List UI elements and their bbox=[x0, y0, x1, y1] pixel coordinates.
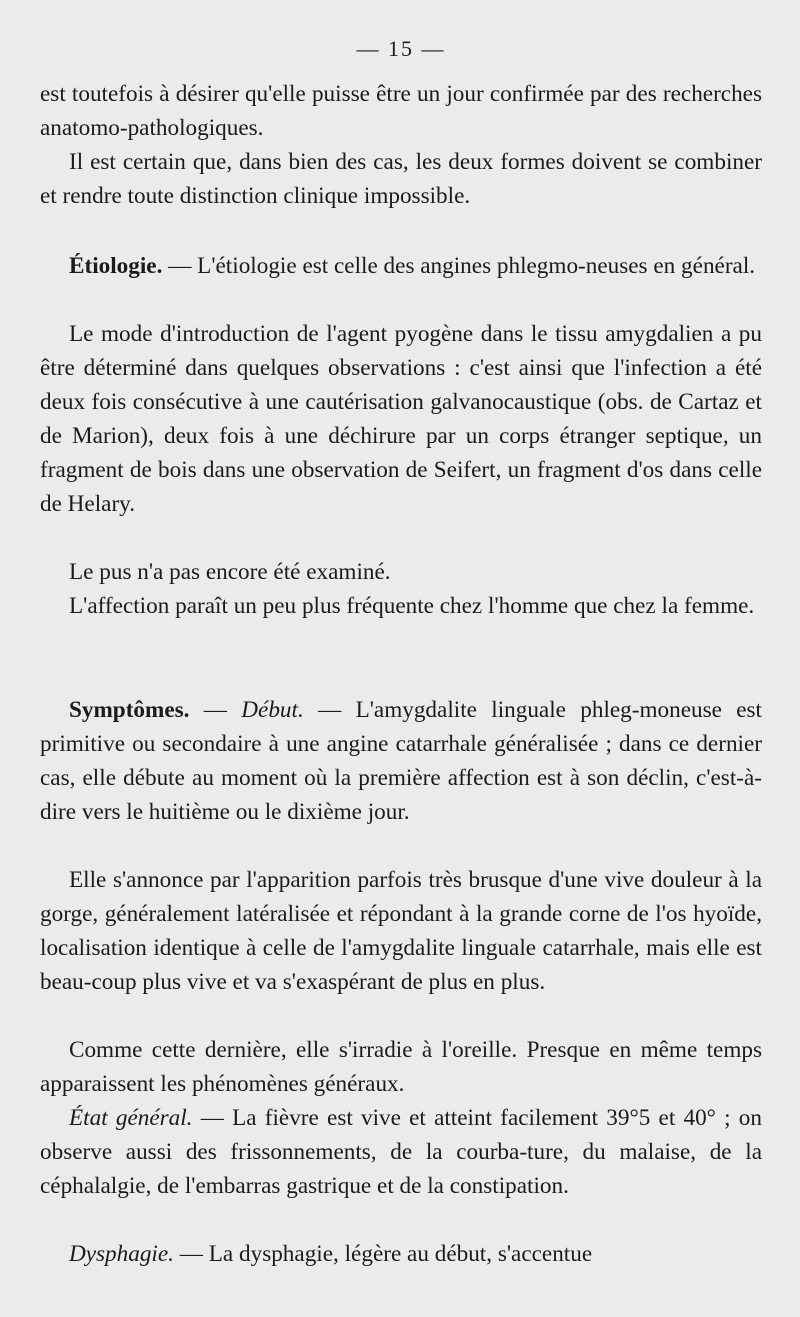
dash-separator: — bbox=[173, 1241, 209, 1267]
section-dysphagie bbox=[40, 1237, 762, 1271]
dash-separator: — bbox=[303, 697, 356, 723]
section-heading: Symptômes. bbox=[69, 697, 190, 723]
paragraph-text: Le pus n'a pas encore été examiné. bbox=[69, 559, 391, 585]
paragraph-6 bbox=[40, 589, 762, 623]
paragraph-text: Le mode d'introduction de l'agent pyogène dans le tissu amygdalien a pu être déterminé dans quelques observations : c'est ainsi que l'infection a été deux fois consécutive à une cautérisation galvanocaustique (obs. de Cartaz et de Marion), deux fois à une déchirure par un corps étranger septique, un fragment de bois dans une observation de Seifert, un fragment d'os dans celle de Helary. bbox=[40, 321, 762, 517]
paragraph-9 bbox=[40, 1033, 762, 1101]
dash-separator: — bbox=[192, 1105, 233, 1131]
page-number: — 15 — bbox=[356, 36, 446, 61]
paragraph-text: Il est certain que, dans bien des cas, les deux formes doivent se combiner et rendre toute distinction clinique impossible. bbox=[40, 149, 762, 209]
book-page bbox=[40, 0, 762, 1317]
paragraph-4 bbox=[40, 317, 762, 521]
section-symptomes bbox=[40, 693, 762, 829]
paragraph-text: L'affection paraît un peu plus fréquente chez l'homme que chez la femme. bbox=[69, 593, 755, 619]
paragraph-2 bbox=[40, 145, 762, 213]
paragraph-text: Elle s'annonce par l'apparition parfois très brusque d'une vive douleur à la gorge, généralement latéralisée et répondant à la grande corne de l'os hyoïde, localisation identique à celle de l'amygdalite linguale catarrhale, mais elle est beau-coup plus vive et va s'exaspérant de plus en plus. bbox=[40, 867, 762, 995]
paragraph-text: Comme cette dernière, elle s'irradie à l'oreille. Presque en même temps apparaissent les phénomènes généraux. bbox=[40, 1037, 762, 1097]
dash-separator: — bbox=[162, 253, 198, 279]
section-etiologie bbox=[40, 249, 762, 283]
subsection-heading: Dysphagie. bbox=[69, 1241, 174, 1267]
section-heading: Étiologie. bbox=[69, 253, 163, 279]
paragraph-1 bbox=[40, 77, 762, 145]
paragraph-8 bbox=[40, 863, 762, 999]
subsection-heading: Début. bbox=[241, 697, 304, 723]
paragraph-text: La dysphagie, légère au début, s'accentue bbox=[208, 1241, 593, 1267]
paragraph-text: L'étiologie est celle des angines phlegmo-neuses en général. bbox=[197, 253, 756, 279]
paragraph-text: est toutefois à désirer qu'elle puisse être un jour confirmée par des recherches anatomo-pathologiques. bbox=[40, 81, 762, 141]
paragraph-text: La fièvre est vive et atteint facilement 39°5 et 40° ; on observe aussi des frissonnements, de la courba-ture, du malaise, de la céphalalgie, de l'embarras gastrique et de la constipation. bbox=[40, 1105, 762, 1199]
paragraph-5 bbox=[40, 555, 762, 589]
subsection-heading: État général. bbox=[69, 1105, 193, 1131]
paragraph-text: L'amygdalite linguale phleg-moneuse est primitive ou secondaire à une angine catarrhale généralisée ; dans ce dernier cas, elle débute au moment où la première affection est à son déclin, c'est-à-dire vers le huitième ou le dixième jour. bbox=[40, 697, 762, 825]
section-etat-general bbox=[40, 1101, 762, 1203]
dash-separator: — bbox=[189, 697, 242, 723]
